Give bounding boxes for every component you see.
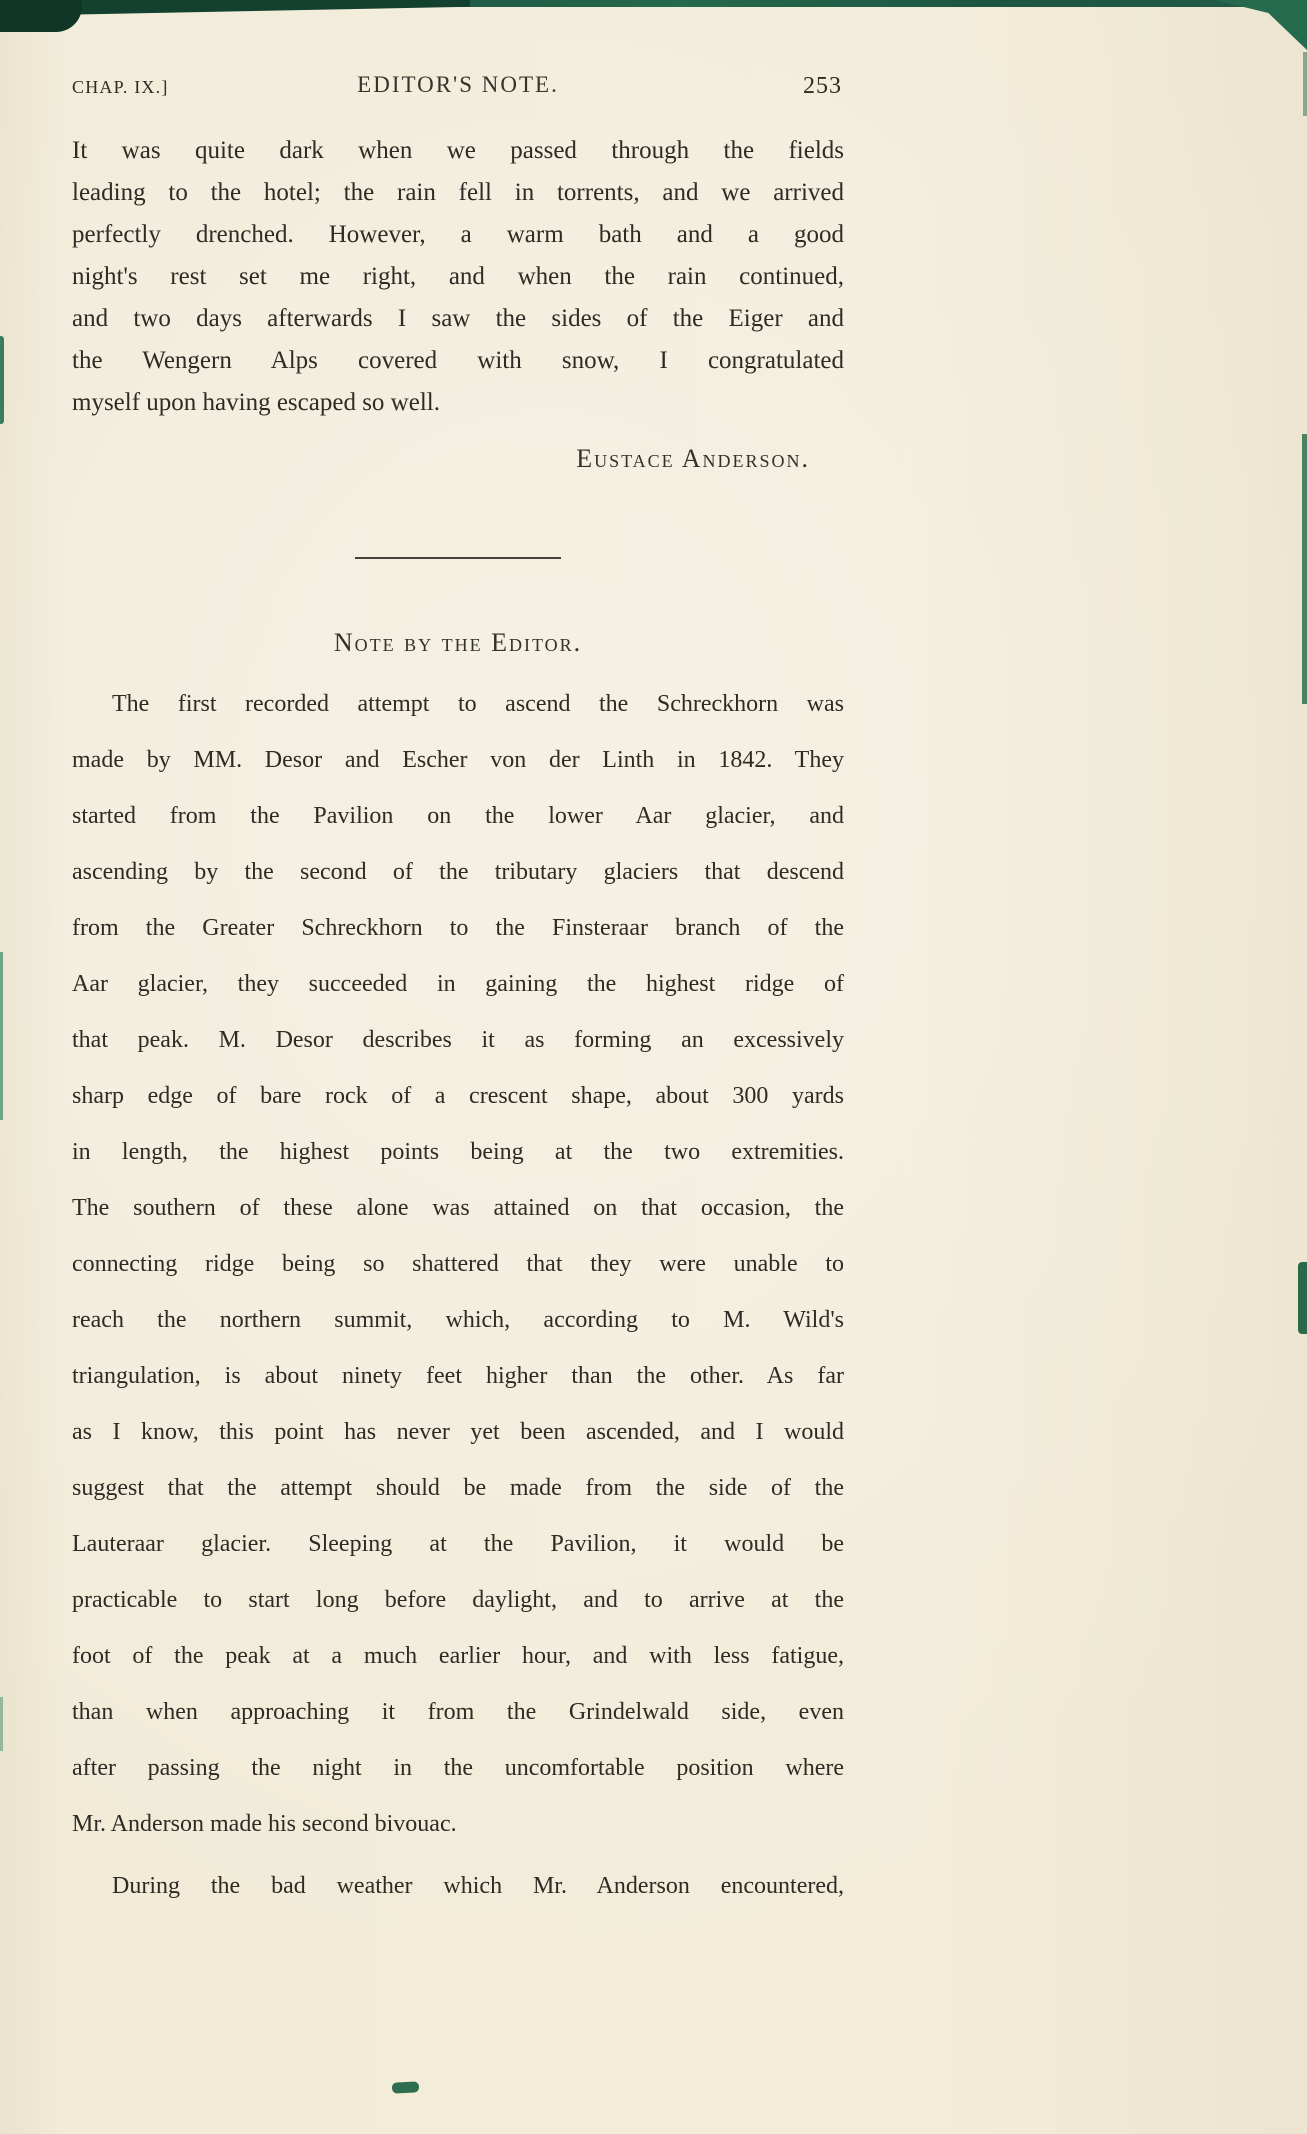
text-line: foot of the peak at a much earlier hour, and with less fatigue,: [72, 1643, 844, 1669]
text-line: the Wengern Alps covered with snow, I congratulated: [72, 347, 844, 374]
text-line: night's rest set me right, and when the rain continued,: [72, 263, 844, 290]
text-line: ascending by the second of the tributary glaciers that descend: [72, 859, 844, 885]
author-signature: Eustace Anderson.: [576, 444, 810, 473]
scan-edge-top-left-blob: [0, 0, 82, 32]
section-divider-rule: [355, 557, 561, 559]
continuation-paragraph: [72, 1858, 844, 1914]
text-line: started from the Pavilion on the lower Aar glacier, and: [72, 803, 844, 829]
running-title: EDITOR'S NOTE.: [357, 72, 559, 97]
chapter-label: CHAP. IX.]: [72, 77, 169, 97]
scan-edge-bottom-mark: [392, 2081, 420, 2093]
text-line: reach the northern summit, which, according to M. Wild's: [72, 1307, 844, 1333]
text-line: than when approaching it from the Grindelwald side, even: [72, 1699, 844, 1725]
text-line: suggest that the attempt should be made from the side of the: [72, 1475, 844, 1501]
scan-edge-top-strip: [0, 0, 1307, 7]
text-line: after passing the night in the uncomfortable position where: [72, 1755, 844, 1781]
editor-note-paragraph: [72, 676, 844, 1852]
text-line: in length, the highest points being at the two extremities.: [72, 1139, 844, 1165]
text-line: The southern of these alone was attained on that occasion, the: [72, 1195, 844, 1221]
text-line: as I know, this point has never yet been ascended, and I would: [72, 1419, 844, 1445]
text-line: The first recorded attempt to ascend the Schreckhorn was: [112, 691, 844, 717]
text-line: Lauteraar glacier. Sleeping at the Pavilion, it would be: [72, 1531, 844, 1557]
text-line: Aar glacier, they succeeded in gaining the highest ridge of: [72, 971, 844, 997]
page-header: [72, 70, 844, 106]
text-line: from the Greater Schreckhorn to the Finsteraar branch of the: [72, 915, 844, 941]
scan-edge-left-mark-1: [0, 336, 4, 424]
scan-edge-right-mark-3: [1303, 52, 1307, 116]
scan-edge-top-left-band: [0, 0, 470, 16]
text-line: It was quite dark when we passed through the fields: [72, 137, 844, 164]
scan-edge-left-mark-3: [0, 1697, 3, 1751]
page-number: 253: [803, 73, 842, 99]
text-line: that peak. M. Desor describes it as forming an excessively: [72, 1027, 844, 1053]
text-line: During the bad weather which Mr. Anderson encountered,: [112, 1873, 844, 1899]
text-line: leading to the hotel; the rain fell in torrents, and we arrived: [72, 179, 844, 206]
text-line: myself upon having escaped so well.: [72, 389, 440, 416]
text-line: connecting ridge being so shattered that they were unable to: [72, 1251, 844, 1277]
text-line: made by MM. Desor and Escher von der Linth in 1842. They: [72, 747, 844, 773]
text-line: triangulation, is about ninety feet higher than the other. As far: [72, 1363, 844, 1389]
text-line: practicable to start long before daylight, and to arrive at the: [72, 1587, 844, 1613]
text-line: sharp edge of bare rock of a crescent shape, about 300 yards: [72, 1083, 844, 1109]
editor-note-heading: Note by the Editor.: [333, 628, 583, 657]
text-line: perfectly drenched. However, a warm bath and a good: [72, 221, 844, 248]
text-line: and two days afterwards I saw the sides of the Eiger and: [72, 305, 844, 332]
scan-edge-right-mark-1: [1302, 434, 1307, 704]
text-line: Mr. Anderson made his second bivouac.: [72, 1811, 457, 1837]
scan-edge-right-mark-2: [1298, 1262, 1307, 1334]
scan-edge-top-right-wedge: [1215, 0, 1307, 50]
scan-edge-left-mark-2: [0, 952, 3, 1120]
main-paragraph: [72, 130, 844, 424]
